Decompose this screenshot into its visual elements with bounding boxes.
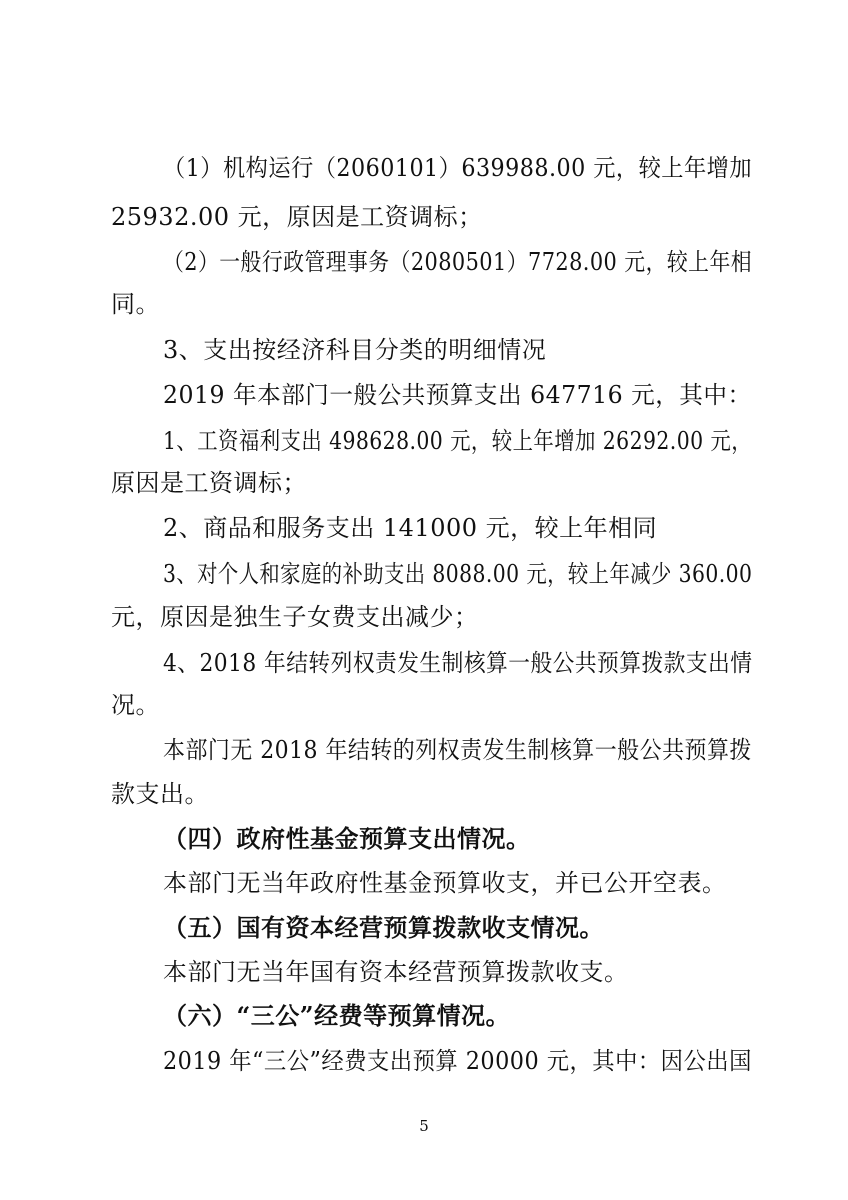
paragraph-line: （1）机构运行（2060101）639988.00 元，较上年增加 — [163, 154, 753, 182]
paragraph-line: 3、对个人和家庭的补助支出 8088.00 元，较上年减少 360.00 — [163, 560, 753, 588]
section-heading: （四）政府性基金预算支出情况。 — [163, 824, 531, 853]
page-number: 5 — [419, 1117, 429, 1135]
paragraph-line: 1、工资福利支出 498628.00 元，较上年增加 26292.00 元， — [163, 427, 753, 455]
paragraph-line: 款支出。 — [111, 780, 209, 808]
paragraph-line: 2、商品和服务支出 141000 元，较上年相同 — [163, 514, 658, 542]
paragraph-line: 4、2018 年结转列权责发生制核算一般公共预算拨款支出情 — [163, 649, 753, 677]
section-heading: （六）“三公”经费等预算情况。 — [163, 1001, 511, 1030]
paragraph-line: 本部门无当年国有资本经营预算拨款收支。 — [163, 958, 629, 986]
paragraph-line: 本部门无当年政府性基金预算收支，并已公开空表。 — [163, 869, 727, 897]
paragraph-line: 25932.00 元，原因是工资调标； — [111, 203, 483, 231]
paragraph-line: 同。 — [111, 290, 160, 318]
section-heading: （五）国有资本经营预算拨款收支情况。 — [163, 913, 604, 942]
paragraph-line: 本部门无 2018 年结转的列权责发生制核算一般公共预算拨 — [163, 736, 752, 764]
paragraph-line: 2019 年本部门一般公共预算支出 647716 元，其中： — [163, 381, 752, 409]
paragraph-line: 况。 — [111, 691, 160, 719]
paragraph-line: 2019 年“三公”经费支出预算 20000 元，其中：因公出国 — [163, 1047, 752, 1075]
paragraph-line: 3、支出按经济科目分类的明细情况 — [163, 336, 547, 364]
paragraph-line: 元，原因是独生子女费支出减少； — [111, 603, 479, 631]
paragraph-line: （2）一般行政管理事务（2080501）7728.00 元，较上年相 — [163, 248, 753, 276]
paragraph-line: 原因是工资调标； — [111, 469, 307, 497]
